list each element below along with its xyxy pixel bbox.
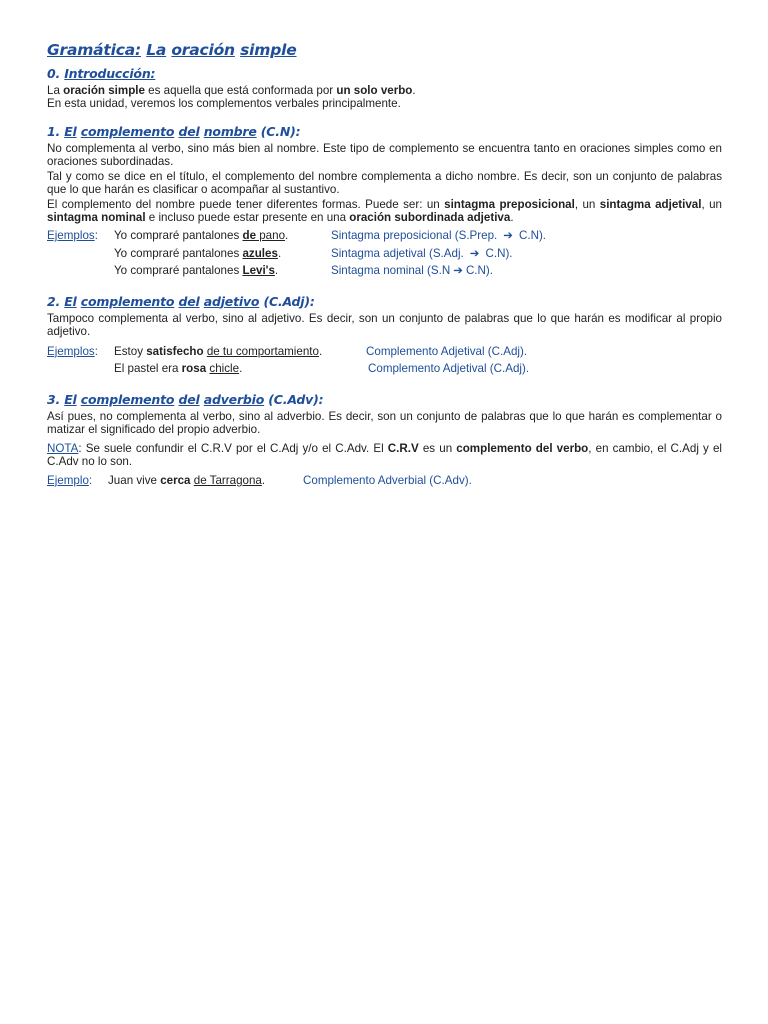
intro-paragraph-1: La oración simple es aquella que está conformada por un solo verbo. (47, 84, 416, 97)
example-sentence: El pastel era rosa chicle. (114, 362, 243, 376)
cn-paragraph-2: Tal y como se dice en el título, el complemento del nombre complementa a dicho nombre. Es decir, son un conjunto de palabras que lo que harán es clasificar o acompañar al sustantivo. (47, 170, 722, 196)
example-sentence: Yo compraré pantalones de pano. (114, 229, 289, 243)
example-label: Ejemplo: (47, 473, 93, 487)
cn-paragraph-3: El complemento del nombre puede tener diferentes formas. Puede ser: un sintagma preposicional, un sintagma adjetival, un sintagma nominal e incluso puede estar presente en una oración subordinada adjetiva. (47, 198, 722, 224)
examples-label: Ejemplos: (47, 344, 98, 358)
title-word: oración (171, 41, 235, 59)
section-title: Introducción: (64, 66, 156, 81)
section-number: 3. (47, 391, 61, 407)
examples-label: Ejemplos: (47, 229, 98, 243)
section-heading-intro (47, 67, 722, 80)
arrow-right-icon: ➔ (453, 264, 463, 278)
cadj-paragraph-1: Tampoco complementa al verbo, sino al adjetivo. Es decir, son un conjunto de palabras que lo que harán es modificar al propio adjetivo. (47, 311, 722, 338)
example-row (47, 343, 722, 361)
example-row (47, 262, 722, 280)
document-page (47, 40, 722, 489)
section-number: 2. (47, 293, 61, 309)
section-number: 0. (47, 66, 61, 81)
page-title (47, 41, 722, 59)
cn-paragraph-1: No complementa al verbo, sino más bien al nombre. Este tipo de complemento se encuentra tanto en oraciones simples como en oraciones subordinadas. (47, 142, 722, 168)
example-classification: Complemento Adjetival (C.Adj). (368, 362, 530, 376)
example-sentence: Estoy satisfecho de tu comportamiento. (114, 344, 323, 358)
note-paragraph: NOTA: Se suele confundir el C.R.V por el C.Adj y/o el C.Adv. El C.R.V es un complemento del verbo, en cambio, el C.Adj y el C.Adv no lo son. (47, 441, 723, 468)
example-row (47, 245, 722, 263)
example-classification: Complemento Adjetival (C.Adj). (366, 344, 528, 358)
arrow-right-icon: ➔ (503, 229, 513, 243)
cadv-paragraph-1: Así pues, no complementa al verbo, sino al adverbio. Es decir, son un conjunto de palabras que lo que harán es complementar o matizar el significado del propio adverbio. (47, 409, 722, 436)
title-word: simple (240, 41, 297, 59)
arrow-right-icon: ➔ (469, 246, 480, 260)
section-heading-cn: 1. El complemento del nombre (C.N): (47, 124, 301, 139)
section-number: 1. (47, 124, 61, 139)
example-row (47, 472, 722, 490)
title-word: La (146, 41, 167, 59)
example-classification: Sintagma preposicional (S.Prep. ➔ C.N). (331, 229, 547, 243)
example-row (47, 360, 722, 378)
note-label: NOTA (47, 441, 79, 455)
example-row (47, 227, 722, 245)
intro-paragraph-2: En esta unidad, veremos los complementos verbales principalmente. (47, 97, 401, 110)
example-classification: Sintagma nominal (S.N ➔ C.N). (331, 264, 493, 278)
example-sentence: Yo compraré pantalones azules. (114, 246, 282, 260)
section-heading-cadj: 2. El complemento del adjetivo (C.Adj): (47, 293, 315, 309)
example-classification: Sintagma adjetival (S.Adj. ➔ C.N). (331, 246, 513, 260)
section-heading-cadv: 3. El complemento del adverbio (C.Adv): (47, 391, 324, 407)
example-classification: Complemento Adverbial (C.Adv). (303, 473, 472, 487)
example-sentence: Yo compraré pantalones Levi's. (114, 264, 279, 278)
title-word: Gramática: (47, 41, 142, 59)
example-sentence: Juan vive cerca de Tarragona. (108, 473, 266, 487)
